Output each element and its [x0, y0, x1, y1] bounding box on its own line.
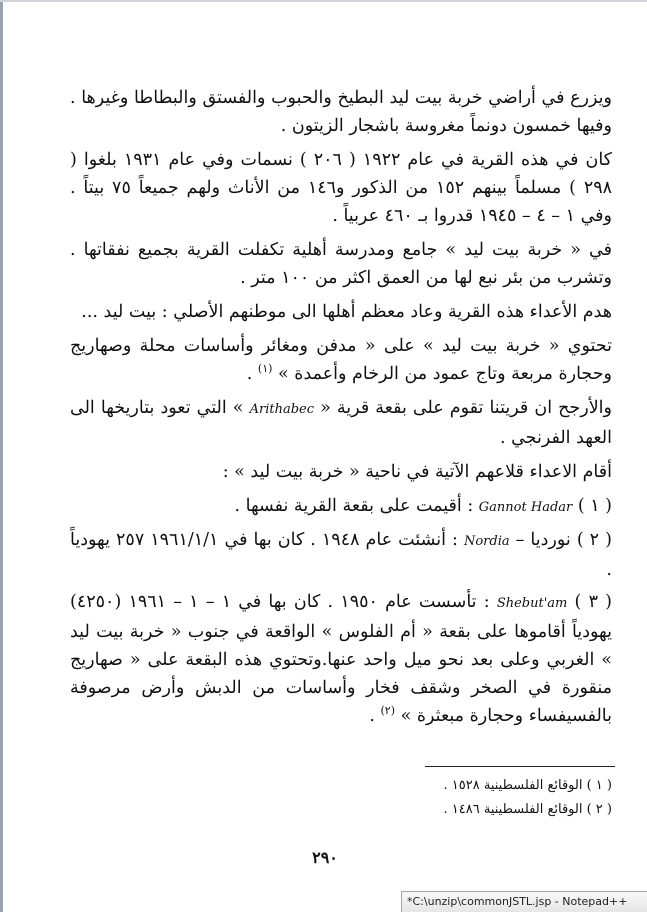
footnote-ref: (١): [257, 362, 273, 376]
item-number: ( ٣ ): [574, 592, 612, 612]
paragraph-text: » التي تعود بتاريخها الى العهد الفرنجي .: [70, 398, 612, 448]
paragraph: تحتوي « خربة بيت ليد » على « مدفن ومغائر وأساسات محلة وصهاريج وحجارة مربعة وتاج عمود من الرخام وأعمدة » $^{(١)}$ .: [70, 336, 612, 384]
latin-name: Gannot Hadar: [478, 500, 573, 515]
paragraph-text: والأرجح ان قريتنا تقوم على بقعة قرية «: [320, 398, 612, 418]
paragraph-text: تحتوي « خربة بيت ليد » على « مدفن ومغائر وأساسات محلة وصهاريج وحجارة مربعة وتاج عمود من الرخام وأعمدة »: [70, 336, 612, 384]
latin-name: Arithabec: [249, 402, 315, 417]
arabic-name: نورديا –: [515, 530, 571, 550]
item-text: : تأسست عام ١٩٥٠ . كان بها في ١ – ١ – ١٩٦١ (٤٢٥٠) يهودياً أقاموها على بقعة « أم الفلوس » الواقعة في جنوب « خربة بيت ليد » الغربي وعلى بعد نحو ميل واحد عنها.وتحتوي هذه البقعة على « صهاريج منقورة في الصخر وشقف فخار وأساسات من الدبش وأرض مرصوفة بالفسيفساء وحجارة مبعثرة »: [70, 592, 612, 726]
paragraph: ويزرع في أراضي خربة بيت ليد البطيخ والحبوب والفستق والبطاطا وغيرها . وفيها خمسون دونماً مغروسة باشجار الزيتون .: [70, 88, 612, 136]
paragraph: هدم الأعداء هذه القرية وعاد معظم أهلها الى موطنهم الأصلي : بيت ليد ...: [81, 302, 612, 322]
settlement-item: [70, 492, 612, 522]
settlement-item: [70, 526, 612, 584]
page-number: ٢٩٠: [312, 848, 338, 867]
footnote-ref: (٢): [380, 704, 395, 718]
item-text: : أقيمت على بقعة القرية نفسها .: [234, 496, 474, 516]
footnote: ( ١ ) الوقائع الفلسطينية ١٥٢٨ .: [443, 778, 612, 793]
paragraph: كان في هذه القرية في عام ١٩٢٢ ( ٢٠٦ ) نسمات وفي عام ١٩٣١ بلغوا ( ٢٩٨ ) مسلماً بينهم ١٥٢ من الذكور و١٤٦ من الأناث ولهم جميعاً ٧٥ بيتاً . وفي ١ – ٤ – ١٩٤٥ قدروا بـ ٤٦٠ عربياً .: [70, 150, 613, 226]
window-left-border: [0, 0, 3, 912]
footnote-divider: [425, 766, 615, 767]
footnotes: [250, 774, 612, 822]
window-top-border: [0, 0, 647, 2]
footnote: ( ٢ ) الوقائع الفلسطينية ١٤٨٦ .: [443, 802, 612, 817]
paragraph: في « خربة بيت ليد » جامع ومدرسة أهلية تكفلت القرية بجميع نفقاتها . وتشرب من بئر نبع لها من العمق اكثر من ١٠٠ متر .: [70, 240, 612, 288]
paragraph: [70, 394, 612, 452]
paragraph: أقام الاعداء قلاعهم الآتية في ناحية « خربة بيت ليد » :: [222, 462, 612, 482]
settlement-item: ( ٣ ) Shebut'am : تأسست عام ١٩٥٠ . كان بها في ١ – ١ – ١٩٦١ (٤٢٥٠) يهودياً أقاموها على بقعة « أم الفلوس » الواقعة في جنوب « خربة بيت ليد » الغربي وعلى بعد نحو ميل واحد عنها.وتحتوي هذه البقعة على « صهاريج منقورة في الصخر وشقف فخار وأساسات من الدبش وأرض مرصوفة بالفسيفساء وحجارة مبعثرة » $^{(٢)}$ .: [70, 592, 612, 726]
item-text: : أنشئت عام ١٩٤٨ . كان بها في ١٩٦١/١/١ ٢٥٧ يهودياً .: [70, 530, 612, 580]
document-page: [70, 84, 612, 734]
taskbar-window-button[interactable]: *C:\unzip\commonJSTL.jsp - Notepad++: [401, 891, 647, 912]
latin-name: Shebut'am: [496, 596, 568, 611]
latin-name: Nordia: [463, 534, 510, 549]
item-number: ( ١ ): [577, 496, 612, 516]
item-number: ( ٢ ): [576, 530, 612, 550]
